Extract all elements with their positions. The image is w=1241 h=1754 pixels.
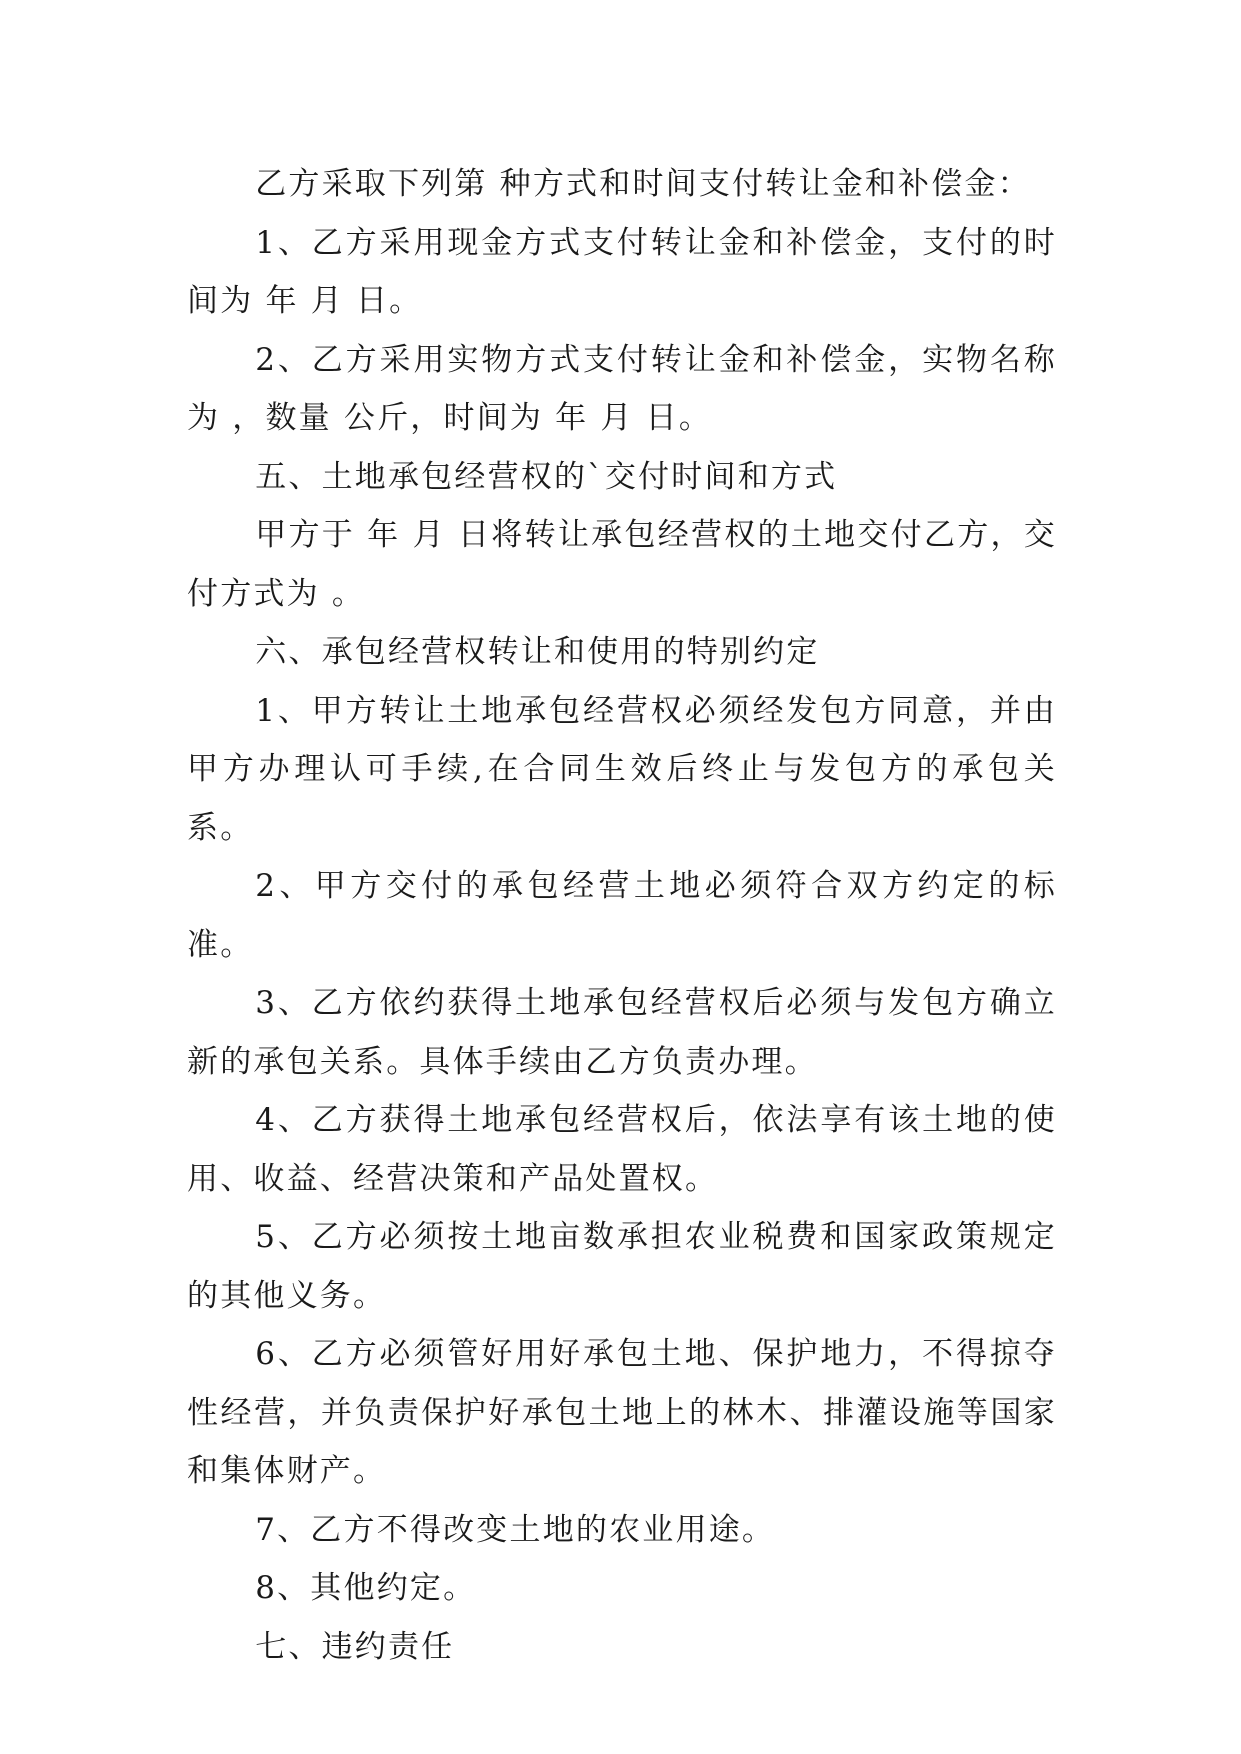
special-term-5: 5、乙方必须按土地亩数承担农业税费和国家政策规定的其他义务。 [187,1219,1057,1314]
delivery-clause: 甲方于 年 月 日将转让承包经营权的土地交付乙方，交付方式为 。 [187,517,1057,612]
section-heading-liability: 七、违约责任 [255,1628,455,1665]
in-kind-payment-clause: 2、乙方采用实物方式支付转让金和补偿金，实物名称为 ，数量 公斤，时间为 年 月 日。 [187,341,1057,436]
special-term-6: 6、乙方必须管好用好承包土地、保护地力，不得掠夺性经营，并负责保护好承包土地上的林木、排灌设施等国家和集体财产。 [187,1336,1057,1489]
section-heading-special-terms: 六、承包经营权转让和使用的特别约定 [255,634,820,670]
special-term-4: 4、乙方获得土地承包经营权后，依法享有该土地的使用、收益、经营决策和产品处置权。 [187,1102,1057,1197]
special-term-8: 8、其他约定。 [255,1570,477,1606]
special-term-2: 2、甲方交付的承包经营土地必须符合双方约定的标准。 [187,868,1057,963]
cash-payment-clause: 1、乙方采用现金方式支付转让金和补偿金，支付的时间为 年 月 日。 [187,224,1057,319]
payment-method-intro: 乙方采取下列第 种方式和时间支付转让金和补偿金： [255,166,1031,202]
special-term-1: 1、甲方转让土地承包经营权必须经发包方同意，并由甲方办理认可手续,在合同生效后终止与发包方的承包关系。 [187,692,1057,846]
document-body [187,155,1057,1676]
section-heading-delivery: 五、土地承包经营权的`交付时间和方式 [255,458,838,495]
special-term-7: 7、乙方不得改变土地的农业用途。 [255,1511,776,1548]
special-term-3: 3、乙方依约获得土地承包经营权后必须与发包方确立新的承包关系。具体手续由乙方负责办理。 [187,985,1057,1080]
